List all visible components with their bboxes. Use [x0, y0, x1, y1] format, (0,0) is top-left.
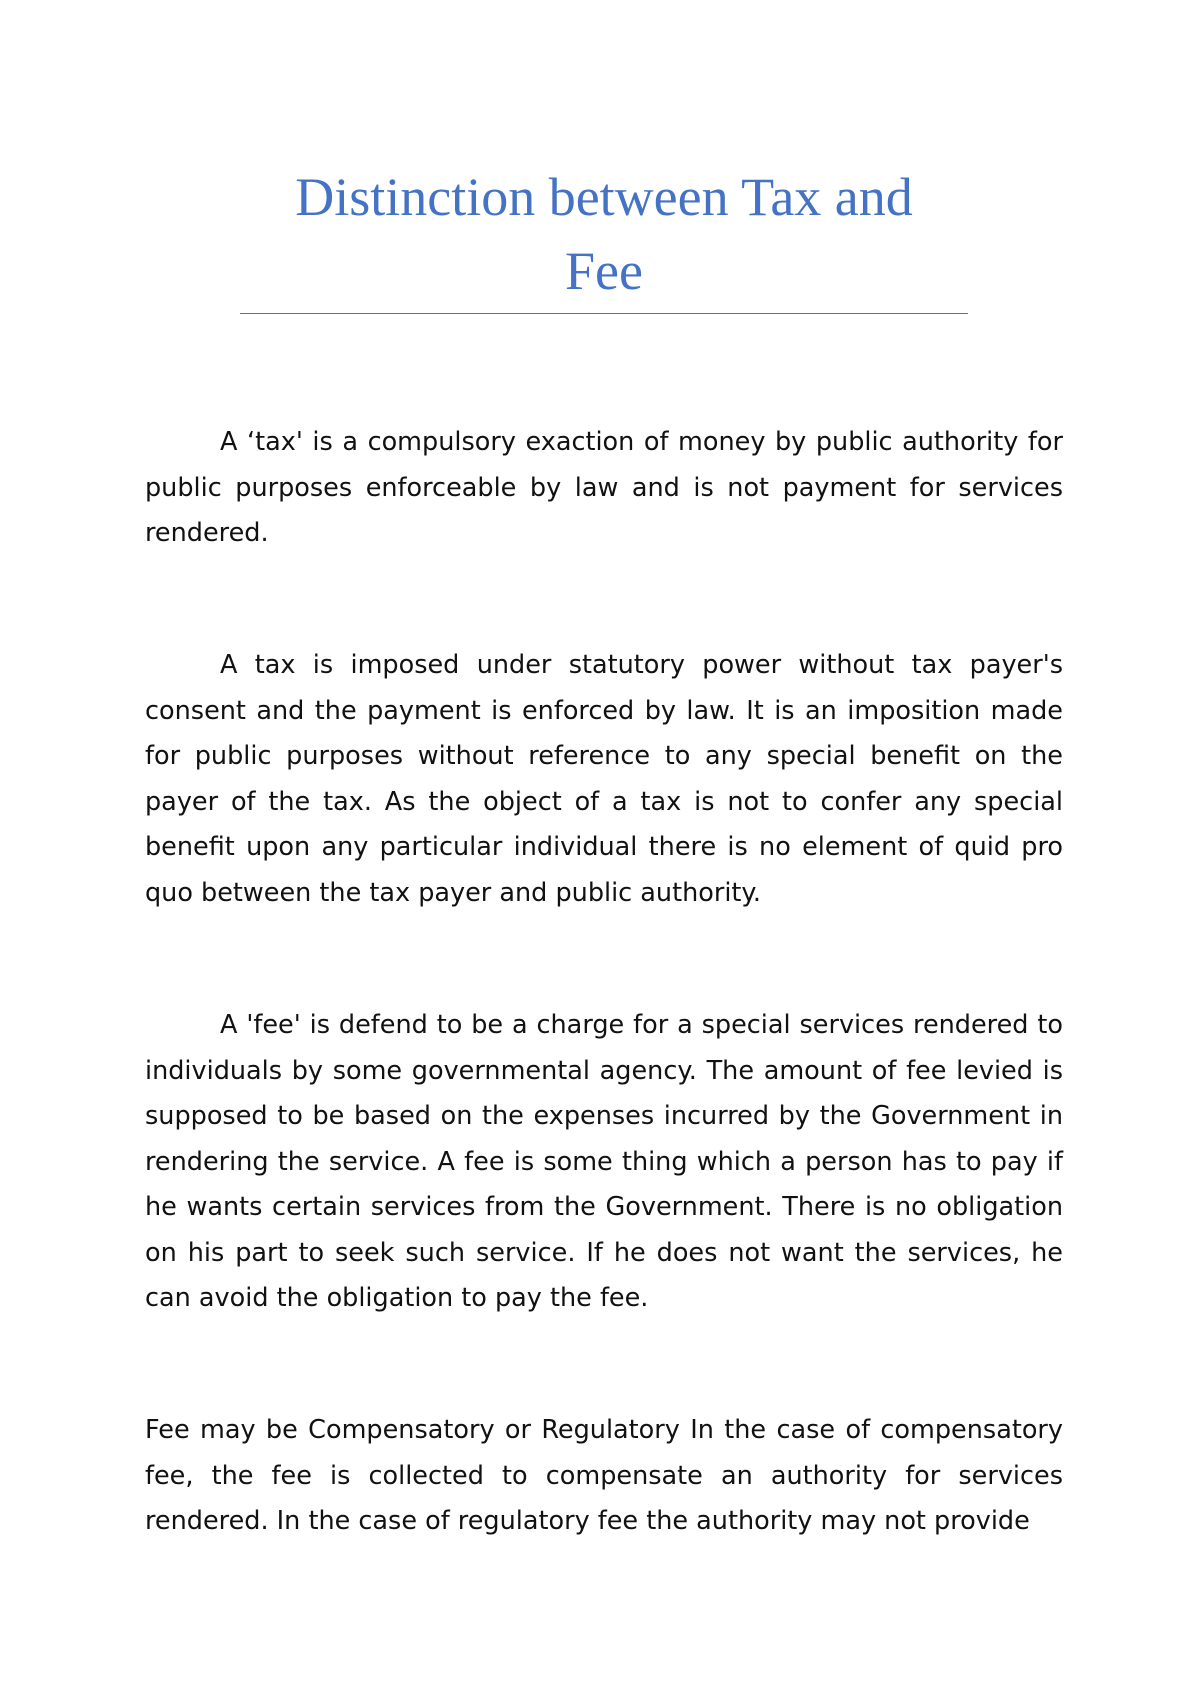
title-line-2: Fee: [565, 241, 643, 301]
paragraph-tax-imposition: A tax is imposed under statutory power without tax payer's consent and the payment is enforced by law. It is an imposition made for public purposes without reference to any special benefit on the payer of the tax. As the object of a tax is not to confer any special benefit upon any particular individual there is no element of quid pro quo between the tax payer and public authority.: [145, 650, 1063, 908]
title-line-1: Distinction between Tax and: [295, 167, 913, 227]
title-underline-rule: [240, 313, 968, 314]
page-title: [240, 160, 968, 308]
paragraph-fee-definition: A 'fee' is defend to be a charge for a special services rendered to individuals by some governmental agency. The amount of fee levied is supposed to be based on the expenses incurred by the Government in rendering the service. A fee is some thing which a person has to pay if he wants certain services from the Government. There is no obligation on his part to seek such service. If he does not want the services, he can avoid the obligation to pay the fee.: [145, 1010, 1063, 1313]
paragraph-fee-types: Fee may be Compensatory or Regulatory In the case of compensatory fee, the fee is collected to compensate an authority for services rendered. In the case of regulatory fee the authority may not provide: [145, 1415, 1063, 1536]
paragraph-tax-definition: A ‘tax' is a compulsory exaction of money by public authority for public purposes enforceable by law and is not payment for services rendered.: [145, 427, 1063, 548]
